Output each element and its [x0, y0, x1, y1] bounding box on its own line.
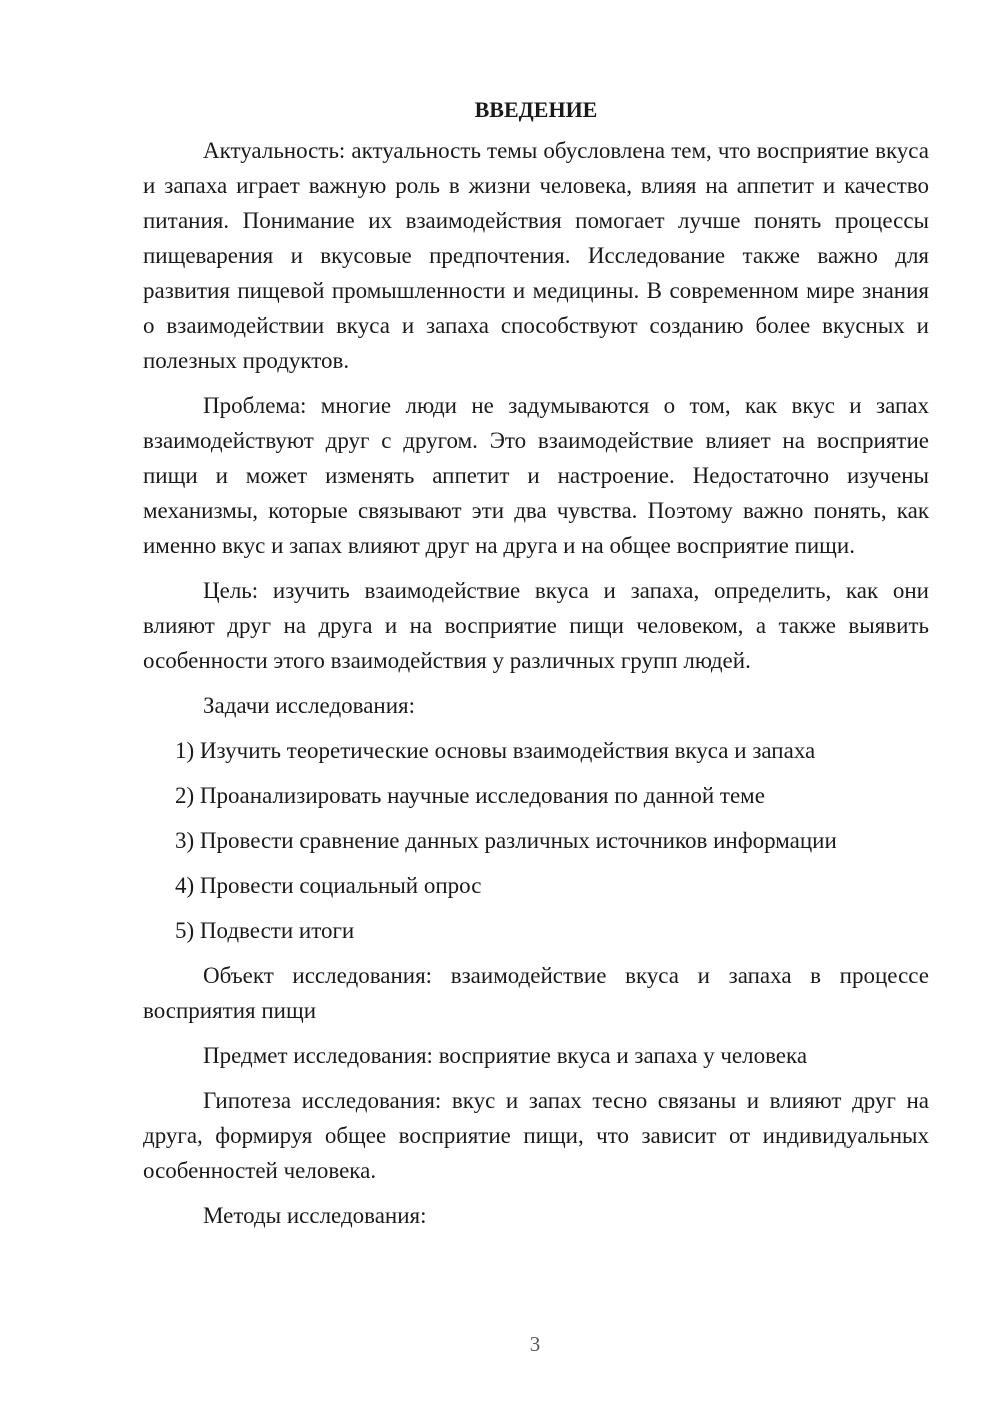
list-item: 2) Проанализировать научные исследования по данной теме — [175, 783, 765, 808]
paragraph-hypothesis: Гипотеза исследования: вкус и запах тесно связаны и влияют друг на друга, формируя общее восприятие пищи, что зависит от индивидуальных особенностей человека. — [143, 1088, 929, 1183]
list-item: 1) Изучить теоретические основы взаимодействия вкуса и запаха — [175, 738, 816, 763]
list-item: 4) Провести социальный опрос — [175, 873, 482, 898]
paragraph-object: Объект исследования: взаимодействие вкуса и запаха в процессе восприятия пищи — [143, 963, 929, 1023]
methods-heading: Методы исследования: — [203, 1203, 427, 1228]
list-item: 3) Провести сравнение данных различных источников информации — [175, 828, 837, 853]
paragraph-problem: Проблема: многие люди не задумываются о том, как вкус и запах взаимодействуют друг с другом. Это взаимодействие влияет на восприятие пищи и может изменять аппетит и настроение. Недостаточно изучены механизмы, которые связывают эти два чувства. Поэтому важно понять, как именно вкус и запах влияют друг на друга и на общее восприятие пищи. — [143, 393, 929, 558]
tasks-list — [143, 733, 929, 948]
page-title: ВВЕДЕНИЕ — [474, 97, 598, 122]
paragraph-relevance: Актуальность: актуальность темы обусловлена тем, что восприятие вкуса и запаха играет важную роль в жизни человека, влияя на аппетит и качество питания. Понимание их взаимодействия помогает лучше понять процессы пищеварения и вкусовые предпочтения. Исследование также важно для развития пищевой промышленности и медицины. В современном мире знания о взаимодействии вкуса и запаха способствуют созданию более вкусных и полезных продуктов. — [143, 138, 929, 373]
page-number: 3 — [529, 1332, 541, 1356]
paragraph-subject: Предмет исследования: восприятие вкуса и запаха у человека — [203, 1043, 808, 1068]
page-content — [143, 92, 929, 1243]
list-item: 5) Подвести итоги — [175, 918, 355, 943]
paragraph-goal: Цель: изучить взаимодействие вкуса и запаха, определить, как они влияют друг на друга и на восприятие пищи человеком, а также выявить особенности этого взаимодействия у различных групп людей. — [143, 578, 929, 673]
tasks-heading: Задачи исследования: — [203, 693, 416, 718]
